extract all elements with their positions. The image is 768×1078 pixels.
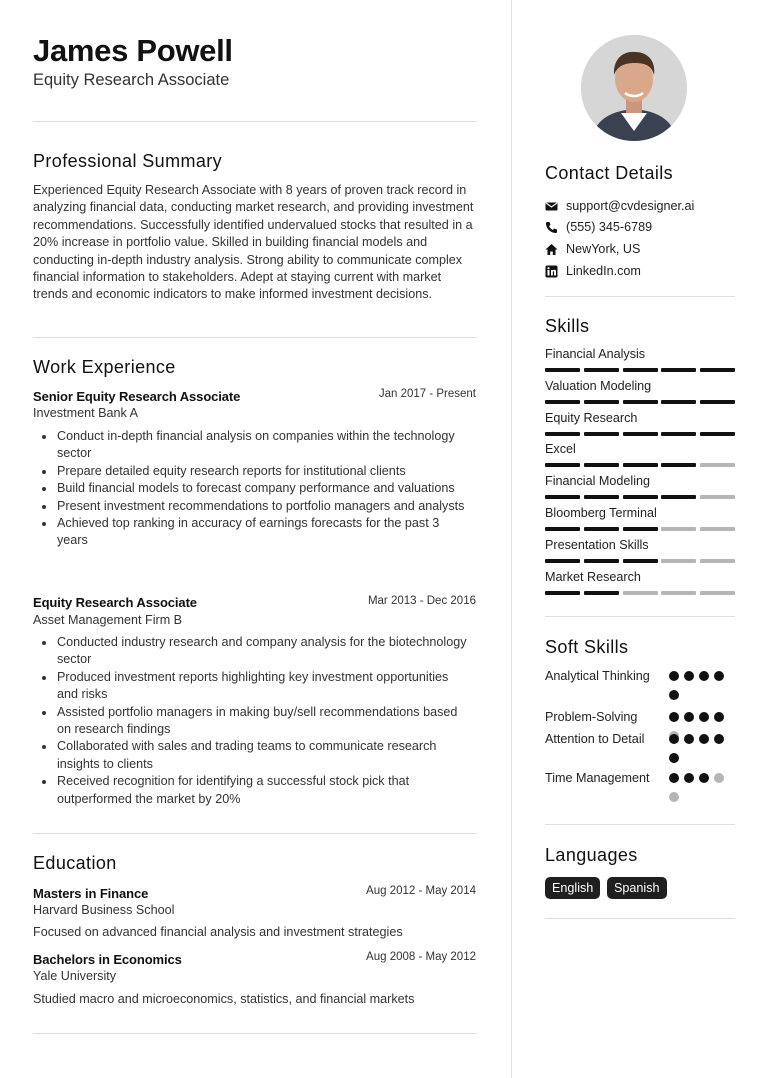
job-company: Asset Management Firm B <box>33 613 183 627</box>
job-company: Investment Bank A <box>33 406 139 420</box>
skill-level-segment <box>545 432 580 436</box>
skill-level-segment <box>661 559 696 563</box>
soft-skill-dot <box>669 690 679 700</box>
skill-level-segment <box>545 463 580 467</box>
summary-text: Experienced Equity Research Associate with 8 years of proven track record in analyzing financial data, conducting market research, and providing investment recommendations. Successfully identified undervalued stocks that resulted in a 20% increase in portfolio value. Skilled in building financial models and conducting in-depth industry analysis. Strong ability to communicate complex financial information to stakeholders. Adept at staying current with market trends and economic indicators to make informed investment decisions. <box>33 183 474 302</box>
skill-item <box>545 570 735 584</box>
skill-level-segment <box>584 400 619 404</box>
languages-title: Languages <box>545 845 638 865</box>
job-title: Senior Equity Research Associate <box>33 389 241 404</box>
skill-level-segment <box>661 432 696 436</box>
skill-item <box>545 506 735 520</box>
avatar-illustration <box>581 35 687 141</box>
job-title: Equity Research Associate <box>33 595 197 610</box>
divider <box>33 833 476 834</box>
skill-level-segment <box>545 400 580 404</box>
skill-level-segment <box>545 527 580 531</box>
skill-level-segment <box>700 495 735 499</box>
skill-level-segment <box>700 591 735 595</box>
divider <box>545 918 735 919</box>
soft-skill-name: Attention to Detail <box>545 732 645 746</box>
divider <box>545 616 735 617</box>
skill-level-segment <box>623 368 658 372</box>
soft-skill-dot <box>699 734 709 744</box>
skill-item <box>545 347 735 361</box>
skill-level-segment <box>661 495 696 499</box>
language-tag: English <box>545 877 600 899</box>
divider <box>545 824 735 825</box>
contact-location-text: NewYork, US <box>566 242 641 256</box>
skill-level-bar <box>545 400 735 404</box>
skill-level-segment <box>661 527 696 531</box>
skill-level-bar <box>545 495 735 499</box>
education-dates: Aug 2012 - May 2014 <box>366 885 476 897</box>
job-bullets <box>57 428 467 550</box>
soft-skill-dot <box>699 671 709 681</box>
skill-level-segment <box>623 559 658 563</box>
soft-skill-dot <box>669 671 679 681</box>
summary-title: Professional Summary <box>33 151 223 171</box>
education-desc: Studied macro and microeconomics, statistics, and financial markets <box>33 992 415 1006</box>
skill-item <box>545 411 735 425</box>
job-bullets <box>57 634 467 808</box>
envelope-icon <box>545 200 558 213</box>
skill-level-segment <box>584 368 619 372</box>
skill-name: Market Research <box>545 569 641 584</box>
contact-linkedin-text: LinkedIn.com <box>566 264 641 278</box>
skill-level-segment <box>623 527 658 531</box>
skill-level-segment <box>623 463 658 467</box>
contact-title: Contact Details <box>545 163 674 183</box>
education-desc: Focused on advanced financial analysis and investment strategies <box>33 925 403 939</box>
skill-level-segment <box>584 432 619 436</box>
home-icon <box>545 243 558 256</box>
soft-skill-name: Problem-Solving <box>545 710 638 724</box>
job-dates: Mar 2013 - Dec 2016 <box>367 595 476 607</box>
linkedin-icon <box>545 265 558 278</box>
list-item: Assisted portfolio managers in making buy/sell recommendations based on research findings <box>57 704 467 739</box>
list-item: Conducted industry research and company analysis for the biotechnology sector <box>57 634 467 669</box>
list-item: Prepare detailed equity research reports for institutional clients <box>57 463 467 480</box>
skill-item <box>545 379 735 393</box>
school-name: Harvard Business School <box>33 903 175 917</box>
skill-name: Financial Analysis <box>545 347 646 361</box>
skill-level-segment <box>700 559 735 563</box>
soft-skill-dot <box>714 671 724 681</box>
skills-title: Skills <box>545 316 590 336</box>
skill-level-segment <box>545 495 580 499</box>
soft-skill-dot <box>714 734 724 744</box>
list-item: Produced investment reports highlighting key investment opportunities and risks <box>57 669 467 704</box>
language-tag: Spanish <box>607 877 667 899</box>
list-item: Present investment recommendations to portfolio managers and analysts <box>57 498 467 515</box>
divider <box>545 296 735 297</box>
list-item: Conduct in-depth financial analysis on companies within the technology sector <box>57 428 467 463</box>
skill-level-segment <box>545 368 580 372</box>
skill-level-bar <box>545 591 735 595</box>
soft-skills-title: Soft Skills <box>545 637 629 657</box>
degree-title: Bachelors in Economics <box>33 952 182 967</box>
sidebar <box>511 0 768 1078</box>
skill-level-segment <box>661 368 696 372</box>
list-item: Build financial models to forecast company performance and valuations <box>57 480 467 497</box>
skill-level-bar <box>545 432 735 436</box>
soft-skill-dot <box>669 734 679 744</box>
soft-skill-name: Analytical Thinking <box>545 669 650 683</box>
skill-level-segment <box>584 591 619 595</box>
skill-level-segment <box>584 463 619 467</box>
skill-level-segment <box>700 527 735 531</box>
soft-skill-name: Time Management <box>545 771 650 785</box>
skill-name: Bloomberg Terminal <box>545 506 657 520</box>
education-dates: Aug 2008 - May 2012 <box>366 951 476 963</box>
skill-level-segment <box>623 400 658 404</box>
skill-level-bar <box>545 527 735 531</box>
skill-level-segment <box>700 400 735 404</box>
skill-level-segment <box>623 495 658 499</box>
list-item: Achieved top ranking in accuracy of earnings forecasts for the past 3 years <box>57 515 467 550</box>
degree-title: Masters in Finance <box>33 886 149 901</box>
divider <box>33 1033 476 1034</box>
skill-level-segment <box>661 591 696 595</box>
skill-level-segment <box>700 368 735 372</box>
skill-level-segment <box>584 527 619 531</box>
skill-name: Equity Research <box>545 410 638 425</box>
soft-skill-dot <box>669 753 679 763</box>
soft-skill-dot <box>714 773 724 783</box>
contact-email-text: support@cvdesigner.ai <box>566 199 695 213</box>
soft-skill-dot <box>684 671 694 681</box>
skill-level-segment <box>623 591 658 595</box>
skill-item <box>545 474 735 488</box>
skill-level-segment <box>700 432 735 436</box>
skill-level-segment <box>661 400 696 404</box>
skill-name: Excel <box>545 442 576 457</box>
job-dates: Jan 2017 - Present <box>378 388 476 400</box>
soft-skill-dot <box>699 712 709 722</box>
soft-skill-dot <box>714 712 724 722</box>
work-title: Work Experience <box>33 357 176 377</box>
skill-level-segment <box>661 463 696 467</box>
skill-name: Valuation Modeling <box>545 378 652 393</box>
skill-item <box>545 442 735 456</box>
list-item: Collaborated with sales and trading teams to communicate research insights to clients <box>57 738 467 773</box>
soft-skill-dot <box>684 734 694 744</box>
skill-level-segment <box>623 432 658 436</box>
soft-skill-dot <box>669 773 679 783</box>
skill-level-segment <box>700 463 735 467</box>
divider <box>33 121 476 122</box>
skill-level-bar <box>545 463 735 467</box>
candidate-role: Equity Research Associate <box>33 71 230 89</box>
skill-name: Financial Modeling <box>545 474 651 489</box>
soft-skill-dot <box>669 792 679 802</box>
school-name: Yale University <box>33 969 117 983</box>
skill-level-segment <box>545 591 580 595</box>
list-item: Received recognition for identifying a successful stock pick that outperformed the market by 20% <box>57 773 467 808</box>
skill-level-segment <box>584 495 619 499</box>
candidate-name: James Powell <box>33 33 233 68</box>
skill-level-segment <box>584 559 619 563</box>
skill-name: Presentation Skills <box>545 537 649 552</box>
education-title: Education <box>33 853 117 873</box>
soft-skill-dot <box>684 773 694 783</box>
skill-level-bar <box>545 368 735 372</box>
contact-phone-text: (555) 345-6789 <box>566 220 653 234</box>
phone-icon <box>545 221 558 234</box>
skill-level-bar <box>545 559 735 563</box>
divider <box>33 337 476 338</box>
profile-photo <box>581 35 687 141</box>
soft-skill-dot <box>669 712 679 722</box>
soft-skill-dot <box>684 712 694 722</box>
skill-level-segment <box>545 559 580 563</box>
skill-item <box>545 538 735 552</box>
soft-skill-dot <box>699 773 709 783</box>
